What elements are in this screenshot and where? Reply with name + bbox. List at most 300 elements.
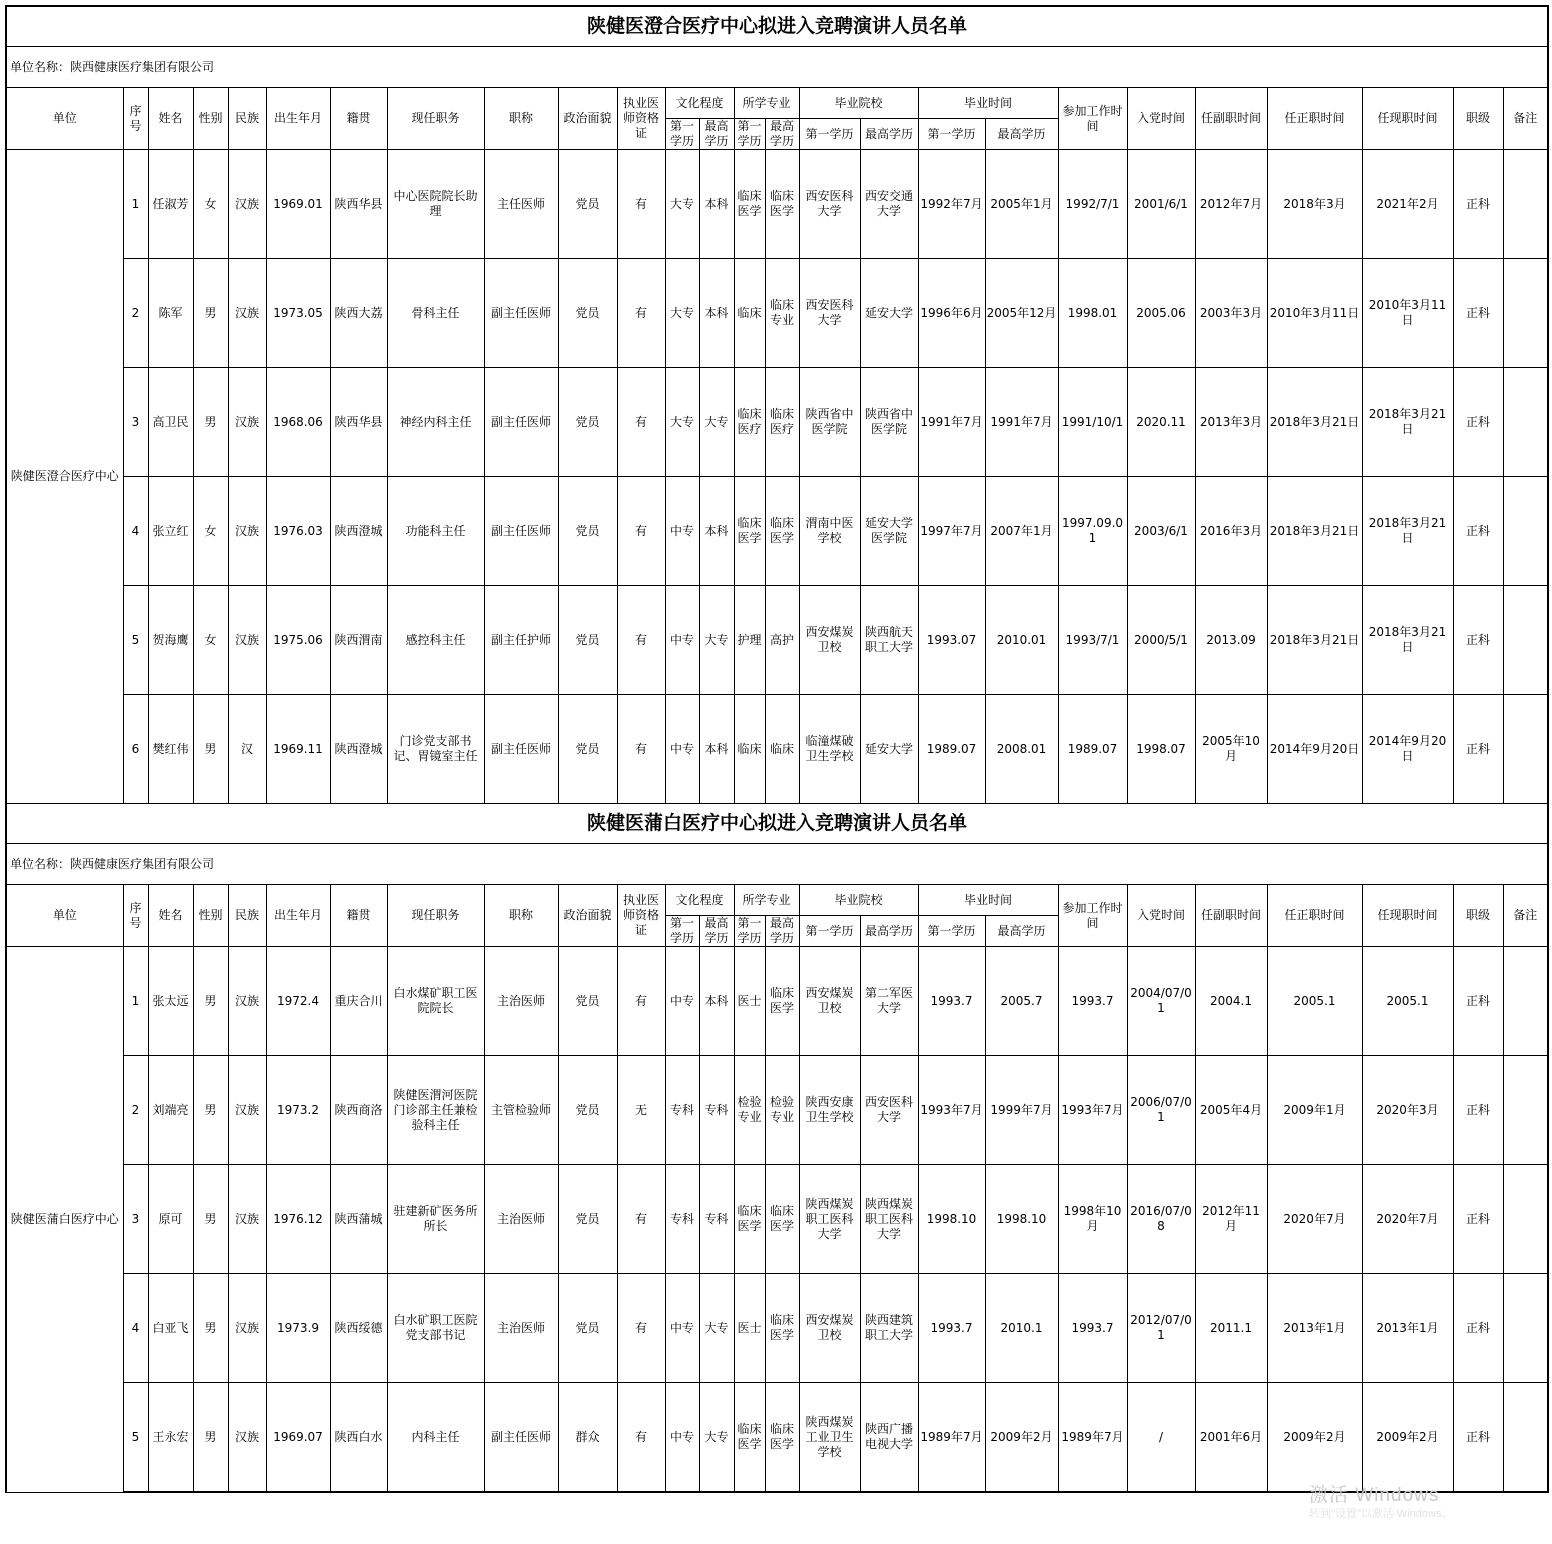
table-cell: 张立红 <box>148 477 193 586</box>
table-cell: 高卫民 <box>148 368 193 477</box>
table-cell: 2010.01 <box>985 586 1058 695</box>
section-pubai <box>6 804 1548 1493</box>
table-cell: 有 <box>617 368 665 477</box>
table-cell: 党员 <box>558 368 617 477</box>
table-cell: 群众 <box>558 1383 617 1493</box>
table-cell: 陕西省中医学院 <box>860 368 918 477</box>
table-cell: 2018年3月21日 <box>1362 586 1453 695</box>
table-cell: 本科 <box>699 695 734 804</box>
table-cell: 1989.07 <box>918 695 985 804</box>
table-cell: 2009年2月 <box>1267 1383 1362 1493</box>
header-school: 毕业院校 <box>799 88 918 119</box>
table-cell: 副主任医师 <box>484 368 558 477</box>
table-cell: 2005.06 <box>1127 259 1195 368</box>
table-cell: 2020年7月 <box>1362 1165 1453 1274</box>
table-cell: 2007年1月 <box>985 477 1058 586</box>
table-cell: 5 <box>123 1383 148 1493</box>
table-row <box>6 586 1548 695</box>
table-cell: 1993/7/1 <box>1058 586 1127 695</box>
header-work_start: 参加工作时间 <box>1058 885 1127 947</box>
header-work_start: 参加工作时间 <box>1058 88 1127 150</box>
table-cell: 大专 <box>665 259 699 368</box>
table-cell <box>1503 586 1548 695</box>
table-cell: 正科 <box>1453 477 1503 586</box>
table-cell: 1993.7 <box>1058 1274 1127 1383</box>
table-cell: 陕西煤炭职工医科大学 <box>799 1165 860 1274</box>
table-cell: 党员 <box>558 1274 617 1383</box>
table-cell: 陕西建筑职工大学 <box>860 1274 918 1383</box>
header-birth: 出生年月 <box>266 88 330 150</box>
table-cell: 4 <box>123 477 148 586</box>
table-cell <box>1503 1056 1548 1165</box>
table-cell <box>1503 259 1548 368</box>
table-cell: 临床 <box>734 259 765 368</box>
header-edu_high: 最高学历 <box>699 119 734 150</box>
table-cell: 2 <box>123 259 148 368</box>
table-cell: 陕西华县 <box>330 368 387 477</box>
table-cell: 男 <box>193 947 228 1056</box>
table-cell: 6 <box>123 695 148 804</box>
table-cell: 女 <box>193 477 228 586</box>
table-cell: / <box>1127 1383 1195 1493</box>
table-cell: 2006/07/01 <box>1127 1056 1195 1165</box>
table-cell: 贺海鹰 <box>148 586 193 695</box>
table-cell: 2014年9月20日 <box>1362 695 1453 804</box>
header-gender: 性别 <box>193 88 228 150</box>
table-cell: 大专 <box>665 150 699 259</box>
table-cell: 专科 <box>665 1165 699 1274</box>
table-cell: 有 <box>617 150 665 259</box>
header-rank: 职级 <box>1453 88 1503 150</box>
table-cell: 2010年3月11日 <box>1267 259 1362 368</box>
table-cell: 临床医学 <box>765 1383 799 1493</box>
table-cell: 党员 <box>558 259 617 368</box>
table-cell: 中心医院院长助理 <box>387 150 484 259</box>
unit-name-line: 单位名称：陕西健康医疗集团有限公司 <box>6 844 1548 885</box>
header-edu: 文化程度 <box>665 88 734 119</box>
table-cell: 延安大学医学院 <box>860 477 918 586</box>
header-grad_high: 最高学历 <box>985 916 1058 947</box>
table-cell: 2005.1 <box>1362 947 1453 1056</box>
table-cell: 陕西煤炭职工医科大学 <box>860 1165 918 1274</box>
table-cell: 医士 <box>734 1274 765 1383</box>
table-cell: 1989年7月 <box>918 1383 985 1493</box>
table-cell: 2005年4月 <box>1195 1056 1267 1165</box>
table-cell: 党员 <box>558 586 617 695</box>
header-remark: 备注 <box>1503 885 1548 947</box>
header-school_high: 最高学历 <box>860 119 918 150</box>
table-cell: 1973.2 <box>266 1056 330 1165</box>
table-cell: 1996年6月 <box>918 259 985 368</box>
header-major: 所学专业 <box>734 88 799 119</box>
table-cell: 2004.1 <box>1195 947 1267 1056</box>
header-license: 执业医师资格证 <box>617 885 665 947</box>
header-position: 现任职务 <box>387 88 484 150</box>
table-cell: 中专 <box>665 586 699 695</box>
table-cell: 1997年7月 <box>918 477 985 586</box>
table-cell: 中专 <box>665 1274 699 1383</box>
table-cell: 临床医学 <box>734 1165 765 1274</box>
table-row <box>6 1056 1548 1165</box>
table-cell: 正科 <box>1453 1056 1503 1165</box>
table-cell: 主治医师 <box>484 947 558 1056</box>
personnel-table <box>5 5 1549 1493</box>
header-politics: 政治面貌 <box>558 885 617 947</box>
table-cell: 2016/07/08 <box>1127 1165 1195 1274</box>
table-cell: 男 <box>193 368 228 477</box>
header-edu_first: 第一学历 <box>665 916 699 947</box>
table-cell: 主治医师 <box>484 1274 558 1383</box>
table-cell: 汉族 <box>228 586 266 695</box>
table-cell: 渭南中医学校 <box>799 477 860 586</box>
table-cell: 正科 <box>1453 259 1503 368</box>
table-cell: 西安医科大学 <box>799 150 860 259</box>
header-major: 所学专业 <box>734 885 799 916</box>
table-cell: 主治医师 <box>484 1165 558 1274</box>
table-cell: 大专 <box>665 368 699 477</box>
table-row <box>6 1165 1548 1274</box>
header-title: 职称 <box>484 88 558 150</box>
table-cell: 临潼煤破卫生学校 <box>799 695 860 804</box>
activation-watermark-hint: 转到"设置"以激活 Windows。 <box>1309 1508 1453 1520</box>
table-cell: 副主任医师 <box>484 1383 558 1493</box>
table-cell: 汉族 <box>228 150 266 259</box>
table-cell: 大专 <box>699 586 734 695</box>
table-row <box>6 1274 1548 1383</box>
table-cell: 神经内科主任 <box>387 368 484 477</box>
header-vice_time: 任副职时间 <box>1195 88 1267 150</box>
table-cell: 有 <box>617 947 665 1056</box>
table-cell: 陕西渭南 <box>330 586 387 695</box>
table-cell: 临床医学 <box>765 477 799 586</box>
table-cell: 陕西航天职工大学 <box>860 586 918 695</box>
table-cell: 2000/5/1 <box>1127 586 1195 695</box>
table-cell: 临床医学 <box>765 1274 799 1383</box>
table-cell: 大专 <box>699 1274 734 1383</box>
table-row <box>6 150 1548 259</box>
header-edu: 文化程度 <box>665 885 734 916</box>
table-cell: 大专 <box>699 1383 734 1493</box>
table-cell: 1993.7 <box>918 1274 985 1383</box>
header-grad: 毕业时间 <box>918 88 1058 119</box>
header-gender: 性别 <box>193 885 228 947</box>
table-cell: 临床医疗 <box>734 368 765 477</box>
table-cell: 无 <box>617 1056 665 1165</box>
table-cell: 1991年7月 <box>985 368 1058 477</box>
table-row <box>6 695 1548 804</box>
table-cell: 2010.1 <box>985 1274 1058 1383</box>
header-school_first: 第一学历 <box>799 119 860 150</box>
table-cell: 临床医学 <box>734 1383 765 1493</box>
header-seq: 序号 <box>123 885 148 947</box>
table-cell: 正科 <box>1453 1383 1503 1493</box>
table-cell: 感控科主任 <box>387 586 484 695</box>
table-cell: 本科 <box>699 259 734 368</box>
table-cell: 专科 <box>699 1165 734 1274</box>
table-cell: 陕西广播电视大学 <box>860 1383 918 1493</box>
table-cell: 陕西华县 <box>330 150 387 259</box>
table-cell: 1 <box>123 150 148 259</box>
header-grad_first: 第一学历 <box>918 119 985 150</box>
table-row <box>6 368 1548 477</box>
table-cell: 1993.07 <box>918 586 985 695</box>
table-cell: 重庆合川 <box>330 947 387 1056</box>
header-ethnicity: 民族 <box>228 88 266 150</box>
table-cell: 汉族 <box>228 1056 266 1165</box>
unit-cell: 陕健医澄合医疗中心 <box>6 150 123 804</box>
table-cell: 2010年3月11日 <box>1362 259 1453 368</box>
table-cell: 临床医学 <box>765 150 799 259</box>
header-birth: 出生年月 <box>266 885 330 947</box>
table-cell: 有 <box>617 1383 665 1493</box>
table-cell: 延安大学 <box>860 259 918 368</box>
table-cell: 汉族 <box>228 1274 266 1383</box>
table-cell: 陕健医渭河医院门诊部主任兼检验科主任 <box>387 1056 484 1165</box>
header-row <box>6 885 1548 916</box>
table-cell: 专科 <box>665 1056 699 1165</box>
table-cell: 中专 <box>665 695 699 804</box>
table-cell: 陕西商洛 <box>330 1056 387 1165</box>
table-cell: 1993.7 <box>918 947 985 1056</box>
table-cell: 临床医学 <box>734 477 765 586</box>
table-cell: 1976.12 <box>266 1165 330 1274</box>
table-cell: 1997.09.01 <box>1058 477 1127 586</box>
table-cell: 张太远 <box>148 947 193 1056</box>
table-cell: 有 <box>617 259 665 368</box>
table-cell: 2018年3月21日 <box>1267 586 1362 695</box>
table-cell: 副主任医师 <box>484 695 558 804</box>
header-current_time: 任现职时间 <box>1362 885 1453 947</box>
table-cell: 1989年7月 <box>1058 1383 1127 1493</box>
table-cell: 临床 <box>734 695 765 804</box>
header-major_high: 最高学历 <box>765 916 799 947</box>
table-cell: 2003/6/1 <box>1127 477 1195 586</box>
table-cell <box>1503 1274 1548 1383</box>
table-cell: 1993年7月 <box>918 1056 985 1165</box>
header-school_first: 第一学历 <box>799 916 860 947</box>
table-cell <box>1503 477 1548 586</box>
unit-cell: 陕健医蒲白医疗中心 <box>6 947 123 1493</box>
table-cell: 临床医学 <box>765 947 799 1056</box>
header-remark: 备注 <box>1503 88 1548 150</box>
header-row <box>6 88 1548 119</box>
table-cell: 2020.11 <box>1127 368 1195 477</box>
activation-watermark: 激活 Windows <box>1309 1485 1440 1506</box>
table-cell: 2018年3月21日 <box>1267 477 1362 586</box>
table-cell: 党员 <box>558 947 617 1056</box>
table-cell: 副主任护师 <box>484 586 558 695</box>
table-cell: 刘端亮 <box>148 1056 193 1165</box>
table-cell: 1969.11 <box>266 695 330 804</box>
table-row <box>6 1383 1548 1493</box>
table-cell: 1998.01 <box>1058 259 1127 368</box>
table-cell: 2013年1月 <box>1362 1274 1453 1383</box>
table-cell: 2012年7月 <box>1195 150 1267 259</box>
table-cell: 主任医师 <box>484 150 558 259</box>
table-cell: 男 <box>193 695 228 804</box>
header-ethnicity: 民族 <box>228 885 266 947</box>
table-cell: 有 <box>617 1274 665 1383</box>
table-cell: 中专 <box>665 1383 699 1493</box>
table-cell: 男 <box>193 259 228 368</box>
header-grad_high: 最高学历 <box>985 119 1058 150</box>
unit-name-line: 单位名称：陕西健康医疗集团有限公司 <box>6 47 1548 88</box>
table-cell: 1973.05 <box>266 259 330 368</box>
table-cell <box>1503 150 1548 259</box>
table-cell: 陕西煤炭工业卫生学校 <box>799 1383 860 1493</box>
table-cell: 陕西安康卫生学校 <box>799 1056 860 1165</box>
header-unit: 单位 <box>6 885 123 947</box>
table-cell: 正科 <box>1453 1165 1503 1274</box>
table-cell: 党员 <box>558 1056 617 1165</box>
table-cell: 党员 <box>558 695 617 804</box>
table-cell: 4 <box>123 1274 148 1383</box>
table-cell: 1993年7月 <box>1058 1056 1127 1165</box>
table-cell: 陕西大荔 <box>330 259 387 368</box>
table-cell: 1968.06 <box>266 368 330 477</box>
table-cell: 本科 <box>699 477 734 586</box>
table-cell: 男 <box>193 1165 228 1274</box>
header-hometown: 籍贯 <box>330 885 387 947</box>
table-cell: 2012年11月 <box>1195 1165 1267 1274</box>
header-hometown: 籍贯 <box>330 88 387 150</box>
table-cell: 党员 <box>558 1165 617 1274</box>
table-cell <box>1503 695 1548 804</box>
header-position: 现任职务 <box>387 885 484 947</box>
header-major_high: 最高学历 <box>765 119 799 150</box>
table-cell: 汉族 <box>228 1383 266 1493</box>
table-cell: 汉族 <box>228 368 266 477</box>
table-cell: 2021年2月 <box>1362 150 1453 259</box>
table-cell: 1993.7 <box>1058 947 1127 1056</box>
table-cell: 2020年7月 <box>1267 1165 1362 1274</box>
section-chenghe <box>6 6 1548 804</box>
table-cell: 2001/6/1 <box>1127 150 1195 259</box>
header-school: 毕业院校 <box>799 885 918 916</box>
table-cell: 专科 <box>699 1056 734 1165</box>
table-cell: 主管检验师 <box>484 1056 558 1165</box>
table-cell: 2005.7 <box>985 947 1058 1056</box>
table-cell: 1991/10/1 <box>1058 368 1127 477</box>
table-cell: 延安大学 <box>860 695 918 804</box>
table-cell: 2008.01 <box>985 695 1058 804</box>
header-edu_high: 最高学历 <box>699 916 734 947</box>
table-cell <box>1503 1383 1548 1493</box>
table-cell: 内科主任 <box>387 1383 484 1493</box>
table-cell: 1991年7月 <box>918 368 985 477</box>
header-current_time: 任现职时间 <box>1362 88 1453 150</box>
table-cell: 陕西澄城 <box>330 477 387 586</box>
table-cell: 中专 <box>665 477 699 586</box>
table-cell: 汉族 <box>228 259 266 368</box>
table-cell <box>1503 368 1548 477</box>
table-cell: 驻建新矿医务所所长 <box>387 1165 484 1274</box>
table-cell: 2005年1月 <box>985 150 1058 259</box>
table-cell: 2005.1 <box>1267 947 1362 1056</box>
table-cell: 高护 <box>765 586 799 695</box>
table-cell: 门诊党支部书记、胃镜室主任 <box>387 695 484 804</box>
table-cell: 1999年7月 <box>985 1056 1058 1165</box>
header-edu_first: 第一学历 <box>665 119 699 150</box>
table-cell: 5 <box>123 586 148 695</box>
header-vice_time: 任副职时间 <box>1195 885 1267 947</box>
header-major_first: 第一学历 <box>734 119 765 150</box>
table-cell: 2014年9月20日 <box>1267 695 1362 804</box>
table-cell: 1976.03 <box>266 477 330 586</box>
table-cell: 有 <box>617 477 665 586</box>
table-cell: 1998.10 <box>918 1165 985 1274</box>
header-name: 姓名 <box>148 88 193 150</box>
table-cell: 2013年3月 <box>1195 368 1267 477</box>
table-cell: 男 <box>193 1056 228 1165</box>
table-cell: 大专 <box>699 368 734 477</box>
table-cell: 功能科主任 <box>387 477 484 586</box>
table-cell: 3 <box>123 368 148 477</box>
table-cell: 1998.10 <box>985 1165 1058 1274</box>
table-cell: 副主任医师 <box>484 259 558 368</box>
table-cell: 1989.07 <box>1058 695 1127 804</box>
table-cell: 西安医科大学 <box>799 259 860 368</box>
table-cell: 2018年3月 <box>1267 150 1362 259</box>
table-cell: 陕西白水 <box>330 1383 387 1493</box>
header-grad_first: 第一学历 <box>918 916 985 947</box>
header-main_time: 任正职时间 <box>1267 885 1362 947</box>
table-cell: 党员 <box>558 150 617 259</box>
table-cell: 正科 <box>1453 586 1503 695</box>
table-cell <box>1503 947 1548 1056</box>
table-cell: 2013年1月 <box>1267 1274 1362 1383</box>
table-cell: 2 <box>123 1056 148 1165</box>
table-cell: 2009年2月 <box>1362 1383 1453 1493</box>
table-cell: 2012/07/01 <box>1127 1274 1195 1383</box>
table-cell: 副主任医师 <box>484 477 558 586</box>
table-cell: 任淑芳 <box>148 150 193 259</box>
table-cell: 白水煤矿职工医院院长 <box>387 947 484 1056</box>
table-cell: 男 <box>193 1383 228 1493</box>
table-cell: 1969.07 <box>266 1383 330 1493</box>
header-name: 姓名 <box>148 885 193 947</box>
table-cell: 陕西绥德 <box>330 1274 387 1383</box>
table-cell: 2003年3月 <box>1195 259 1267 368</box>
table-cell: 1 <box>123 947 148 1056</box>
header-unit: 单位 <box>6 88 123 150</box>
table-cell: 原可 <box>148 1165 193 1274</box>
table-cell: 男 <box>193 1274 228 1383</box>
table-row <box>6 477 1548 586</box>
table-cell: 有 <box>617 586 665 695</box>
table-cell: 3 <box>123 1165 148 1274</box>
table-cell: 医士 <box>734 947 765 1056</box>
table-cell: 2018年3月21日 <box>1362 477 1453 586</box>
table-cell: 有 <box>617 1165 665 1274</box>
table-cell: 2018年3月21日 <box>1362 368 1453 477</box>
table-cell: 1992/7/1 <box>1058 150 1127 259</box>
header-rank: 职级 <box>1453 885 1503 947</box>
header-party: 入党时间 <box>1127 885 1195 947</box>
spreadsheet <box>5 5 1546 1493</box>
table-cell: 2009年2月 <box>985 1383 1058 1493</box>
table-cell: 护理 <box>734 586 765 695</box>
table-cell: 第二军医大学 <box>860 947 918 1056</box>
table-cell: 1972.4 <box>266 947 330 1056</box>
header-grad: 毕业时间 <box>918 885 1058 916</box>
table-cell <box>1503 1165 1548 1274</box>
table-cell: 正科 <box>1453 150 1503 259</box>
table-cell: 1992年7月 <box>918 150 985 259</box>
section-title: 陕健医蒲白医疗中心拟进入竞聘演讲人员名单 <box>6 804 1548 844</box>
section-title: 陕健医澄合医疗中心拟进入竞聘演讲人员名单 <box>6 6 1548 47</box>
table-cell: 检验专业 <box>765 1056 799 1165</box>
